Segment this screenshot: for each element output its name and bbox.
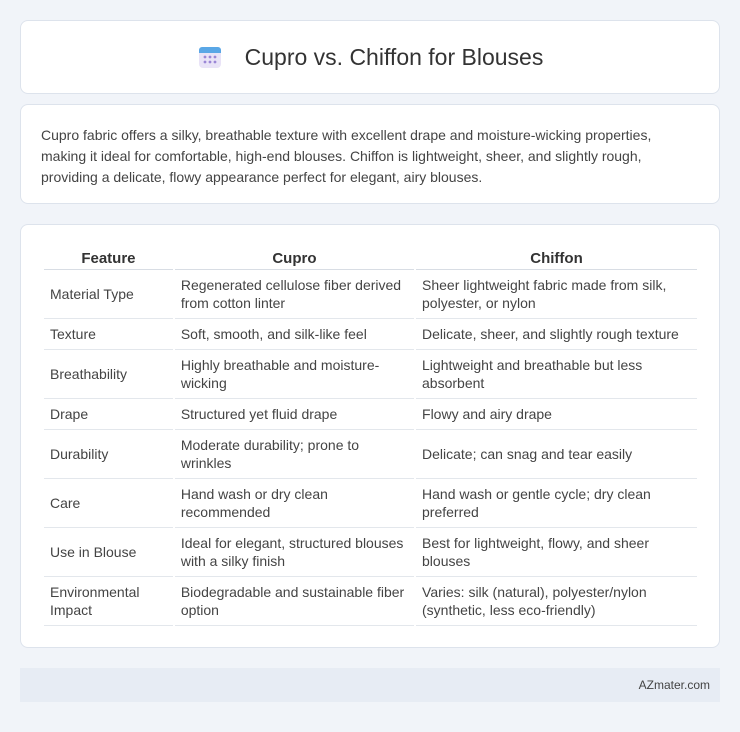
feature-cell: Drape: [44, 399, 173, 430]
cupro-cell: Biodegradable and sustainable fiber option: [175, 577, 414, 626]
header-feature: Feature: [44, 244, 173, 270]
chiffon-cell: Varies: silk (natural), polyester/nylon (synthetic, less eco-friendly): [416, 577, 697, 626]
footer: [20, 668, 720, 702]
table-header-row: [44, 244, 697, 270]
chiffon-cell: Lightweight and breathable but less absorbent: [416, 350, 697, 399]
summary-text: Cupro fabric offers a silky, breathable texture with excellent drape and moisture-wicking properties, making it ideal for comfortable, high-end blouses. Chiffon is lightweight, sheer, and slightly rough, providing a delicate, flowy appearance perfect for elegant, airy blouses.: [41, 127, 652, 185]
cupro-cell: Highly breathable and moisture-wicking: [175, 350, 414, 399]
cupro-cell: Moderate durability; prone to wrinkles: [175, 430, 414, 479]
table-row: [44, 319, 697, 350]
chiffon-cell: Delicate; can snag and tear easily: [416, 430, 697, 479]
cupro-cell: Soft, smooth, and silk-like feel: [175, 319, 414, 350]
feature-cell: Care: [44, 479, 173, 528]
chiffon-cell: Flowy and airy drape: [416, 399, 697, 430]
table-row: [44, 399, 697, 430]
cupro-cell: Structured yet fluid drape: [175, 399, 414, 430]
page-title: Cupro vs. Chiffon for Blouses: [244, 43, 544, 70]
header-chiffon: Chiffon: [416, 244, 697, 270]
chiffon-cell: Hand wash or gentle cycle; dry clean preferred: [416, 479, 697, 528]
cupro-cell: Regenerated cellulose fiber derived from cotton linter: [175, 270, 414, 319]
comparison-table-card: [20, 224, 720, 648]
feature-cell: Durability: [44, 430, 173, 479]
feature-cell: Environmental Impact: [44, 577, 173, 626]
feature-cell: Breathability: [44, 350, 173, 399]
footer-brand-link[interactable]: AZmater.com: [638, 678, 710, 692]
table-row: [44, 430, 697, 479]
table-row: [44, 350, 697, 399]
chiffon-cell: Sheer lightweight fabric made from silk, polyester, or nylon: [416, 270, 697, 319]
feature-cell: Material Type: [44, 270, 173, 319]
chiffon-cell: Delicate, sheer, and slightly rough texture: [416, 319, 697, 350]
table-row: [44, 479, 697, 528]
feature-cell: Texture: [44, 319, 173, 350]
cupro-cell: Ideal for elegant, structured blouses with a silky finish: [175, 528, 414, 577]
feature-cell: Use in Blouse: [44, 528, 173, 577]
summary-card: [20, 104, 720, 204]
table-row: [44, 528, 697, 577]
table-row: [44, 577, 697, 626]
calendar-icon: [197, 44, 223, 70]
cupro-cell: Hand wash or dry clean recommended: [175, 479, 414, 528]
table-row: [44, 270, 697, 319]
title-card: [20, 20, 720, 94]
comparison-table: [42, 244, 699, 626]
header-cupro: Cupro: [175, 244, 414, 270]
chiffon-cell: Best for lightweight, flowy, and sheer blouses: [416, 528, 697, 577]
